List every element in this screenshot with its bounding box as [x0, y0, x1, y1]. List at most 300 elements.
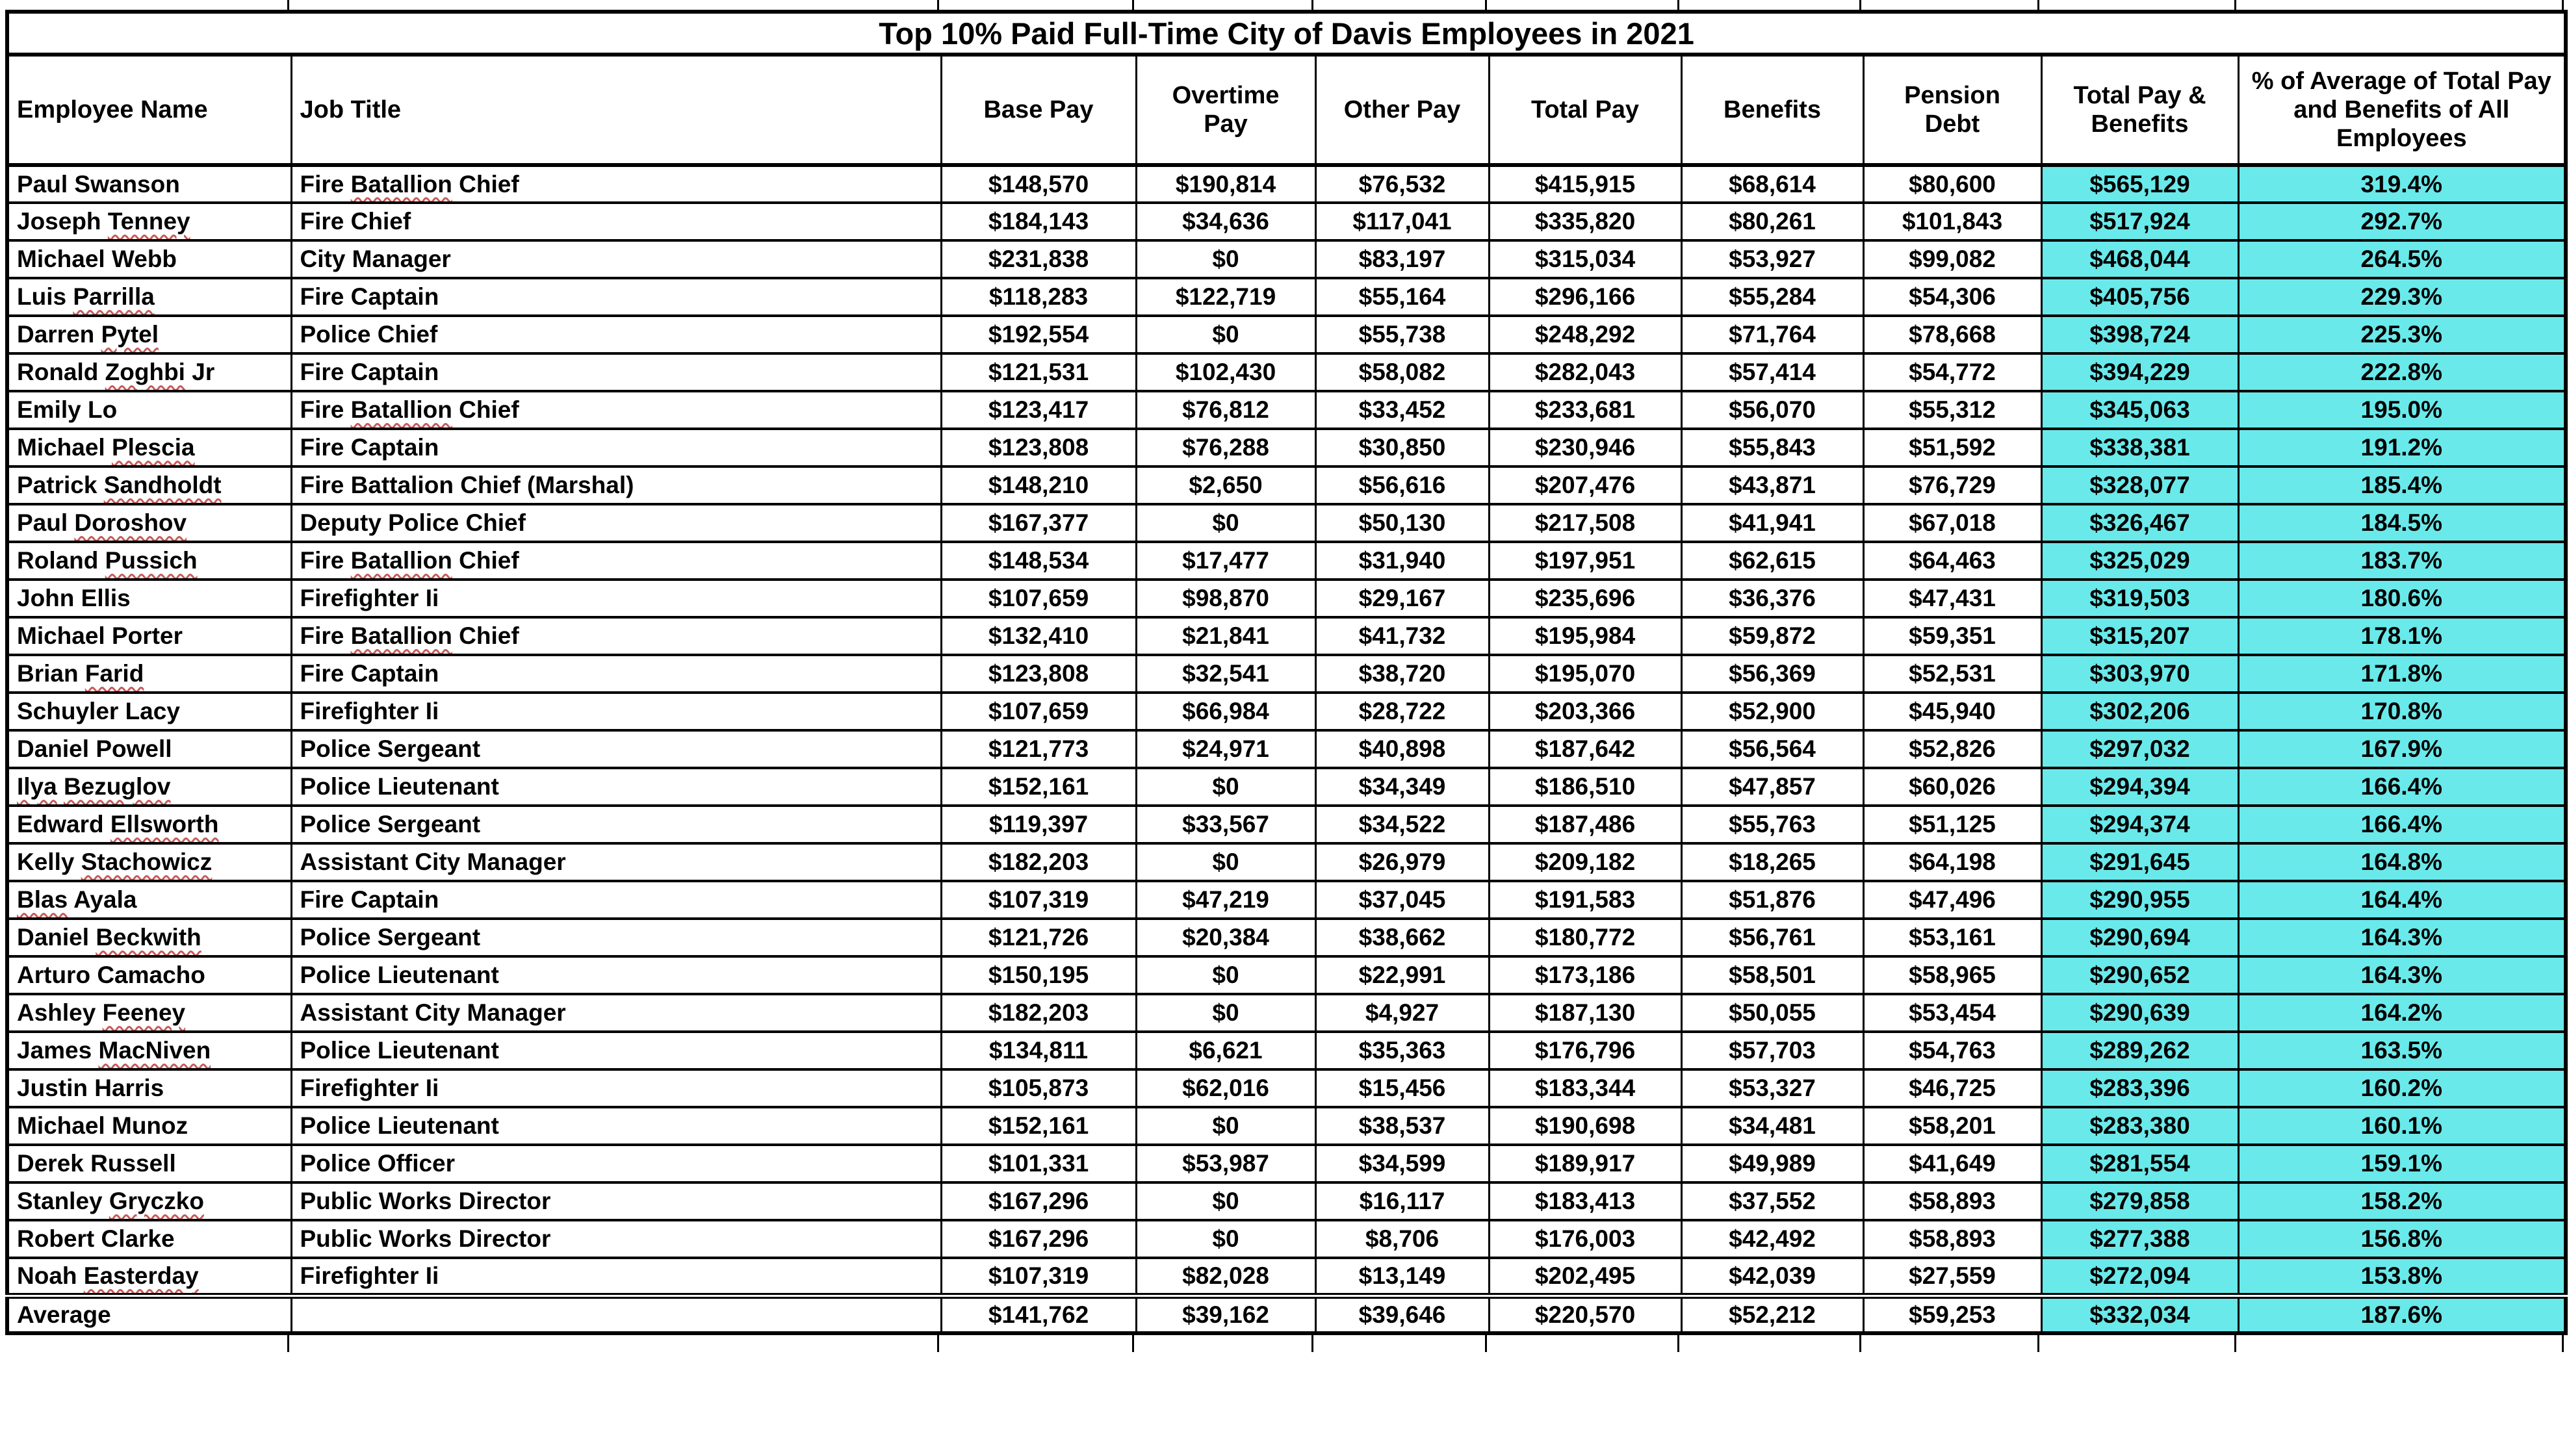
cell-benefits[interactable]: $43,871	[1681, 466, 1863, 504]
cell-job-title[interactable]: Fire Battalion Chief (Marshal)	[291, 466, 941, 504]
cell-pension-debt[interactable]: $58,201	[1863, 1107, 2041, 1145]
cell-employee-name[interactable]: Schuyler Lacy	[7, 693, 291, 730]
cell-overtime-pay[interactable]: $62,016	[1136, 1069, 1315, 1107]
cell-total-pay[interactable]: $195,984	[1489, 617, 1681, 655]
cell-job-title[interactable]: Police Sergeant	[291, 806, 941, 843]
cell-pct-of-average[interactable]: 319.4%	[2238, 165, 2566, 203]
col-header-base-pay[interactable]: Base Pay	[941, 55, 1136, 165]
cell-other-pay[interactable]: $56,616	[1315, 466, 1489, 504]
cell-overtime-pay[interactable]: $39,162	[1136, 1296, 1315, 1333]
cell-other-pay[interactable]: $34,522	[1315, 806, 1489, 843]
cell-overtime-pay[interactable]: $0	[1136, 994, 1315, 1032]
cell-total-pay[interactable]: $335,820	[1489, 203, 1681, 240]
cell-pct-of-average[interactable]: 160.2%	[2238, 1069, 2566, 1107]
cell-pension-debt[interactable]: $54,306	[1863, 278, 2041, 316]
cell-base-pay[interactable]: $121,773	[941, 730, 1136, 768]
col-header-total-pay-and-benefits[interactable]: Total Pay & Benefits	[2041, 55, 2238, 165]
cell-job-title[interactable]: Police Sergeant	[291, 730, 941, 768]
cell-total-pay-and-benefits[interactable]: $315,207	[2041, 617, 2238, 655]
cell-base-pay[interactable]: $167,296	[941, 1182, 1136, 1220]
cell-other-pay[interactable]: $58,082	[1315, 353, 1489, 391]
cell-employee-name[interactable]: Emily Lo	[7, 391, 291, 429]
cell-pension-debt[interactable]: $51,125	[1863, 806, 2041, 843]
cell-total-pay[interactable]: $233,681	[1489, 391, 1681, 429]
cell-pension-debt[interactable]: $99,082	[1863, 240, 2041, 278]
cell-job-title[interactable]: Police Lieutenant	[291, 768, 941, 806]
cell-overtime-pay[interactable]: $122,719	[1136, 278, 1315, 316]
cell-other-pay[interactable]: $35,363	[1315, 1032, 1489, 1069]
cell-total-pay[interactable]: $189,917	[1489, 1145, 1681, 1182]
cell-total-pay-and-benefits[interactable]: $325,029	[2041, 542, 2238, 580]
cell-benefits[interactable]: $59,872	[1681, 617, 1863, 655]
cell-overtime-pay[interactable]: $6,621	[1136, 1032, 1315, 1069]
cell-pct-of-average[interactable]: 170.8%	[2238, 693, 2566, 730]
cell-benefits[interactable]: $37,552	[1681, 1182, 1863, 1220]
cell-employee-name[interactable]: Paul Doroshov	[7, 504, 291, 542]
cell-benefits[interactable]: $42,039	[1681, 1258, 1863, 1296]
cell-overtime-pay[interactable]: $20,384	[1136, 919, 1315, 956]
cell-pct-of-average[interactable]: 171.8%	[2238, 655, 2566, 693]
cell-pension-debt[interactable]: $59,253	[1863, 1296, 2041, 1333]
cell-total-pay[interactable]: $195,070	[1489, 655, 1681, 693]
cell-benefits[interactable]: $55,763	[1681, 806, 1863, 843]
cell-total-pay-and-benefits[interactable]: $302,206	[2041, 693, 2238, 730]
cell-total-pay-and-benefits[interactable]: $290,955	[2041, 881, 2238, 919]
cell-overtime-pay[interactable]: $24,971	[1136, 730, 1315, 768]
cell-job-title[interactable]: Firefighter Ii	[291, 1069, 941, 1107]
cell-employee-name[interactable]: Michael Plescia	[7, 429, 291, 466]
cell-pct-of-average[interactable]: 164.4%	[2238, 881, 2566, 919]
cell-other-pay[interactable]: $34,599	[1315, 1145, 1489, 1182]
cell-total-pay-and-benefits[interactable]: $289,262	[2041, 1032, 2238, 1069]
cell-overtime-pay[interactable]: $32,541	[1136, 655, 1315, 693]
cell-job-title[interactable]: Fire Chief	[291, 203, 941, 240]
cell-other-pay[interactable]: $39,646	[1315, 1296, 1489, 1333]
cell-base-pay[interactable]: $167,296	[941, 1220, 1136, 1258]
cell-other-pay[interactable]: $34,349	[1315, 768, 1489, 806]
cell-total-pay[interactable]: $296,166	[1489, 278, 1681, 316]
cell-other-pay[interactable]: $33,452	[1315, 391, 1489, 429]
cell-employee-name[interactable]: John Ellis	[7, 580, 291, 617]
cell-total-pay[interactable]: $176,003	[1489, 1220, 1681, 1258]
cell-pension-debt[interactable]: $27,559	[1863, 1258, 2041, 1296]
cell-total-pay-and-benefits[interactable]: $338,381	[2041, 429, 2238, 466]
cell-pension-debt[interactable]: $52,531	[1863, 655, 2041, 693]
cell-pension-debt[interactable]: $47,431	[1863, 580, 2041, 617]
cell-total-pay[interactable]: $187,642	[1489, 730, 1681, 768]
cell-total-pay-and-benefits[interactable]: $326,467	[2041, 504, 2238, 542]
cell-overtime-pay[interactable]: $0	[1136, 1220, 1315, 1258]
cell-pension-debt[interactable]: $51,592	[1863, 429, 2041, 466]
cell-base-pay[interactable]: $107,659	[941, 693, 1136, 730]
cell-employee-name[interactable]: Noah Easterday	[7, 1258, 291, 1296]
cell-overtime-pay[interactable]: $17,477	[1136, 542, 1315, 580]
cell-overtime-pay[interactable]: $190,814	[1136, 165, 1315, 203]
cell-employee-name[interactable]: Brian Farid	[7, 655, 291, 693]
cell-overtime-pay[interactable]: $102,430	[1136, 353, 1315, 391]
cell-base-pay[interactable]: $118,283	[941, 278, 1136, 316]
cell-overtime-pay[interactable]: $82,028	[1136, 1258, 1315, 1296]
cell-job-title[interactable]: Fire Batallion Chief	[291, 617, 941, 655]
cell-total-pay-and-benefits[interactable]: $517,924	[2041, 203, 2238, 240]
cell-pension-debt[interactable]: $64,198	[1863, 843, 2041, 881]
cell-benefits[interactable]: $41,941	[1681, 504, 1863, 542]
cell-base-pay[interactable]: $132,410	[941, 617, 1136, 655]
cell-job-title[interactable]: Firefighter Ii	[291, 1258, 941, 1296]
cell-other-pay[interactable]: $117,041	[1315, 203, 1489, 240]
cell-employee-name[interactable]: Justin Harris	[7, 1069, 291, 1107]
cell-base-pay[interactable]: $182,203	[941, 994, 1136, 1032]
cell-base-pay[interactable]: $192,554	[941, 316, 1136, 353]
cell-total-pay-and-benefits[interactable]: $291,645	[2041, 843, 2238, 881]
cell-pension-debt[interactable]: $52,826	[1863, 730, 2041, 768]
cell-pension-debt[interactable]: $53,161	[1863, 919, 2041, 956]
cell-pension-debt[interactable]: $41,649	[1863, 1145, 2041, 1182]
cell-total-pay[interactable]: $187,486	[1489, 806, 1681, 843]
cell-total-pay[interactable]: $190,698	[1489, 1107, 1681, 1145]
cell-base-pay[interactable]: $121,726	[941, 919, 1136, 956]
cell-benefits[interactable]: $36,376	[1681, 580, 1863, 617]
cell-total-pay-and-benefits[interactable]: $405,756	[2041, 278, 2238, 316]
cell-job-title[interactable]: Fire Captain	[291, 655, 941, 693]
cell-other-pay[interactable]: $38,537	[1315, 1107, 1489, 1145]
cell-overtime-pay[interactable]: $34,636	[1136, 203, 1315, 240]
cell-pension-debt[interactable]: $101,843	[1863, 203, 2041, 240]
cell-total-pay[interactable]: $203,366	[1489, 693, 1681, 730]
cell-overtime-pay[interactable]: $98,870	[1136, 580, 1315, 617]
cell-base-pay[interactable]: $148,570	[941, 165, 1136, 203]
cell-pension-debt[interactable]: $58,893	[1863, 1182, 2041, 1220]
cell-other-pay[interactable]: $55,164	[1315, 278, 1489, 316]
cell-benefits[interactable]: $18,265	[1681, 843, 1863, 881]
cell-total-pay-and-benefits[interactable]: $281,554	[2041, 1145, 2238, 1182]
cell-job-title[interactable]: Police Chief	[291, 316, 941, 353]
col-header-pct-of-average[interactable]: % of Average of Total Pay and Benefits of All Employees	[2238, 55, 2566, 165]
cell-total-pay[interactable]: $230,946	[1489, 429, 1681, 466]
cell-job-title[interactable]: Fire Captain	[291, 881, 941, 919]
cell-pct-of-average[interactable]: 180.6%	[2238, 580, 2566, 617]
cell-total-pay-and-benefits[interactable]: $394,229	[2041, 353, 2238, 391]
cell-benefits[interactable]: $58,501	[1681, 956, 1863, 994]
cell-employee-name[interactable]: Darren Pytel	[7, 316, 291, 353]
cell-total-pay[interactable]: $235,696	[1489, 580, 1681, 617]
cell-pct-of-average[interactable]: 167.9%	[2238, 730, 2566, 768]
col-header-total-pay[interactable]: Total Pay	[1489, 55, 1681, 165]
cell-benefits[interactable]: $42,492	[1681, 1220, 1863, 1258]
cell-overtime-pay[interactable]: $47,219	[1136, 881, 1315, 919]
cell-base-pay[interactable]: $141,762	[941, 1296, 1136, 1333]
cell-pct-of-average[interactable]: 158.2%	[2238, 1182, 2566, 1220]
cell-total-pay[interactable]: $183,413	[1489, 1182, 1681, 1220]
cell-benefits[interactable]: $50,055	[1681, 994, 1863, 1032]
cell-benefits[interactable]: $53,327	[1681, 1069, 1863, 1107]
cell-total-pay[interactable]: $282,043	[1489, 353, 1681, 391]
cell-base-pay[interactable]: $123,808	[941, 429, 1136, 466]
cell-total-pay-and-benefits[interactable]: $319,503	[2041, 580, 2238, 617]
cell-pct-of-average[interactable]: 222.8%	[2238, 353, 2566, 391]
cell-overtime-pay[interactable]: $0	[1136, 1107, 1315, 1145]
cell-total-pay-and-benefits[interactable]: $294,374	[2041, 806, 2238, 843]
cell-employee-name[interactable]: Blas Ayala	[7, 881, 291, 919]
cell-benefits[interactable]: $57,414	[1681, 353, 1863, 391]
cell-other-pay[interactable]: $55,738	[1315, 316, 1489, 353]
col-header-job-title[interactable]: Job Title	[291, 55, 941, 165]
cell-other-pay[interactable]: $22,991	[1315, 956, 1489, 994]
cell-overtime-pay[interactable]: $33,567	[1136, 806, 1315, 843]
cell-pct-of-average[interactable]: 184.5%	[2238, 504, 2566, 542]
cell-pct-of-average[interactable]: 195.0%	[2238, 391, 2566, 429]
cell-other-pay[interactable]: $30,850	[1315, 429, 1489, 466]
cell-employee-name[interactable]: Arturo Camacho	[7, 956, 291, 994]
cell-pension-debt[interactable]: $54,763	[1863, 1032, 2041, 1069]
cell-employee-name[interactable]: Michael Porter	[7, 617, 291, 655]
cell-overtime-pay[interactable]: $66,984	[1136, 693, 1315, 730]
cell-total-pay[interactable]: $176,796	[1489, 1032, 1681, 1069]
cell-employee-name[interactable]: Roland Pussich	[7, 542, 291, 580]
cell-base-pay[interactable]: $148,210	[941, 466, 1136, 504]
cell-total-pay[interactable]: $248,292	[1489, 316, 1681, 353]
cell-pct-of-average[interactable]: 160.1%	[2238, 1107, 2566, 1145]
cell-total-pay[interactable]: $191,583	[1489, 881, 1681, 919]
cell-job-title[interactable]: Fire Captain	[291, 353, 941, 391]
cell-pct-of-average[interactable]: 183.7%	[2238, 542, 2566, 580]
cell-employee-name[interactable]: James MacNiven	[7, 1032, 291, 1069]
cell-overtime-pay[interactable]: $0	[1136, 1182, 1315, 1220]
cell-pct-of-average[interactable]: 164.2%	[2238, 994, 2566, 1032]
cell-base-pay[interactable]: $119,397	[941, 806, 1136, 843]
cell-pension-debt[interactable]: $55,312	[1863, 391, 2041, 429]
col-header-pension-debt[interactable]: Pension Debt	[1863, 55, 2041, 165]
cell-other-pay[interactable]: $38,720	[1315, 655, 1489, 693]
cell-total-pay-and-benefits[interactable]: $303,970	[2041, 655, 2238, 693]
cell-overtime-pay[interactable]: $53,987	[1136, 1145, 1315, 1182]
cell-total-pay-and-benefits[interactable]: $332,034	[2041, 1296, 2238, 1333]
cell-total-pay[interactable]: $315,034	[1489, 240, 1681, 278]
cell-other-pay[interactable]: $50,130	[1315, 504, 1489, 542]
cell-pension-debt[interactable]: $54,772	[1863, 353, 2041, 391]
cell-job-title[interactable]: City Manager	[291, 240, 941, 278]
cell-other-pay[interactable]: $76,532	[1315, 165, 1489, 203]
cell-base-pay[interactable]: $184,143	[941, 203, 1136, 240]
cell-other-pay[interactable]: $83,197	[1315, 240, 1489, 278]
cell-pct-of-average[interactable]: 191.2%	[2238, 429, 2566, 466]
cell-benefits[interactable]: $71,764	[1681, 316, 1863, 353]
cell-job-title[interactable]: Police Lieutenant	[291, 1107, 941, 1145]
cell-employee-name[interactable]: Luis Parrilla	[7, 278, 291, 316]
cell-base-pay[interactable]: $152,161	[941, 1107, 1136, 1145]
cell-overtime-pay[interactable]: $76,288	[1136, 429, 1315, 466]
cell-benefits[interactable]: $51,876	[1681, 881, 1863, 919]
cell-benefits[interactable]: $52,212	[1681, 1296, 1863, 1333]
cell-base-pay[interactable]: $152,161	[941, 768, 1136, 806]
cell-employee-name[interactable]: Kelly Stachowicz	[7, 843, 291, 881]
cell-benefits[interactable]: $34,481	[1681, 1107, 1863, 1145]
cell-total-pay-and-benefits[interactable]: $297,032	[2041, 730, 2238, 768]
cell-benefits[interactable]: $55,843	[1681, 429, 1863, 466]
cell-other-pay[interactable]: $13,149	[1315, 1258, 1489, 1296]
col-header-overtime-pay[interactable]: Overtime Pay	[1136, 55, 1315, 165]
cell-employee-name[interactable]: Average	[7, 1296, 291, 1333]
cell-other-pay[interactable]: $29,167	[1315, 580, 1489, 617]
cell-total-pay-and-benefits[interactable]: $565,129	[2041, 165, 2238, 203]
cell-pension-debt[interactable]: $58,893	[1863, 1220, 2041, 1258]
cell-job-title[interactable]: Public Works Director	[291, 1220, 941, 1258]
cell-base-pay[interactable]: $107,659	[941, 580, 1136, 617]
cell-pct-of-average[interactable]: 292.7%	[2238, 203, 2566, 240]
cell-pension-debt[interactable]: $60,026	[1863, 768, 2041, 806]
cell-employee-name[interactable]: Ashley Feeney	[7, 994, 291, 1032]
cell-pension-debt[interactable]: $58,965	[1863, 956, 2041, 994]
cell-pension-debt[interactable]: $64,463	[1863, 542, 2041, 580]
cell-overtime-pay[interactable]: $0	[1136, 504, 1315, 542]
cell-job-title[interactable]: Fire Captain	[291, 278, 941, 316]
cell-employee-name[interactable]: Daniel Beckwith	[7, 919, 291, 956]
cell-total-pay[interactable]: $220,570	[1489, 1296, 1681, 1333]
cell-benefits[interactable]: $56,761	[1681, 919, 1863, 956]
cell-benefits[interactable]: $52,900	[1681, 693, 1863, 730]
cell-pct-of-average[interactable]: 264.5%	[2238, 240, 2566, 278]
cell-pct-of-average[interactable]: 163.5%	[2238, 1032, 2566, 1069]
cell-base-pay[interactable]: $107,319	[941, 881, 1136, 919]
cell-overtime-pay[interactable]: $0	[1136, 240, 1315, 278]
cell-total-pay[interactable]: $173,186	[1489, 956, 1681, 994]
cell-employee-name[interactable]: Derek Russell	[7, 1145, 291, 1182]
cell-total-pay[interactable]: $187,130	[1489, 994, 1681, 1032]
col-header-other-pay[interactable]: Other Pay	[1315, 55, 1489, 165]
cell-base-pay[interactable]: $182,203	[941, 843, 1136, 881]
cell-base-pay[interactable]: $107,319	[941, 1258, 1136, 1296]
cell-base-pay[interactable]: $101,331	[941, 1145, 1136, 1182]
cell-total-pay-and-benefits[interactable]: $277,388	[2041, 1220, 2238, 1258]
cell-other-pay[interactable]: $16,117	[1315, 1182, 1489, 1220]
cell-other-pay[interactable]: $38,662	[1315, 919, 1489, 956]
cell-job-title[interactable]: Fire Batallion Chief	[291, 542, 941, 580]
cell-employee-name[interactable]: Stanley Gryczko	[7, 1182, 291, 1220]
cell-total-pay[interactable]: $183,344	[1489, 1069, 1681, 1107]
cell-pct-of-average[interactable]: 153.8%	[2238, 1258, 2566, 1296]
cell-pension-debt[interactable]: $67,018	[1863, 504, 2041, 542]
cell-job-title[interactable]: Firefighter Ii	[291, 693, 941, 730]
cell-pension-debt[interactable]: $76,729	[1863, 466, 2041, 504]
cell-other-pay[interactable]: $15,456	[1315, 1069, 1489, 1107]
cell-benefits[interactable]: $80,261	[1681, 203, 1863, 240]
cell-total-pay-and-benefits[interactable]: $290,639	[2041, 994, 2238, 1032]
cell-pct-of-average[interactable]: 164.3%	[2238, 919, 2566, 956]
table-title[interactable]: Top 10% Paid Full-Time City of Davis Employees in 2021	[7, 12, 2566, 55]
cell-benefits[interactable]: $47,857	[1681, 768, 1863, 806]
cell-pct-of-average[interactable]: 164.3%	[2238, 956, 2566, 994]
cell-base-pay[interactable]: $231,838	[941, 240, 1136, 278]
cell-total-pay[interactable]: $209,182	[1489, 843, 1681, 881]
cell-job-title[interactable]: Deputy Police Chief	[291, 504, 941, 542]
cell-total-pay[interactable]: $180,772	[1489, 919, 1681, 956]
cell-pension-debt[interactable]: $45,940	[1863, 693, 2041, 730]
cell-pct-of-average[interactable]: 159.1%	[2238, 1145, 2566, 1182]
cell-other-pay[interactable]: $26,979	[1315, 843, 1489, 881]
cell-benefits[interactable]: $53,927	[1681, 240, 1863, 278]
cell-other-pay[interactable]: $4,927	[1315, 994, 1489, 1032]
cell-other-pay[interactable]: $31,940	[1315, 542, 1489, 580]
cell-total-pay-and-benefits[interactable]: $272,094	[2041, 1258, 2238, 1296]
cell-job-title[interactable]: Fire Captain	[291, 429, 941, 466]
cell-benefits[interactable]: $55,284	[1681, 278, 1863, 316]
cell-base-pay[interactable]: $167,377	[941, 504, 1136, 542]
cell-pct-of-average[interactable]: 178.1%	[2238, 617, 2566, 655]
cell-total-pay-and-benefits[interactable]: $290,694	[2041, 919, 2238, 956]
cell-job-title[interactable]: Police Officer	[291, 1145, 941, 1182]
cell-overtime-pay[interactable]: $0	[1136, 843, 1315, 881]
cell-total-pay-and-benefits[interactable]: $279,858	[2041, 1182, 2238, 1220]
cell-pct-of-average[interactable]: 187.6%	[2238, 1296, 2566, 1333]
cell-job-title[interactable]: Police Sergeant	[291, 919, 941, 956]
cell-total-pay-and-benefits[interactable]: $345,063	[2041, 391, 2238, 429]
cell-total-pay[interactable]: $415,915	[1489, 165, 1681, 203]
cell-base-pay[interactable]: $105,873	[941, 1069, 1136, 1107]
cell-base-pay[interactable]: $134,811	[941, 1032, 1136, 1069]
cell-benefits[interactable]: $49,989	[1681, 1145, 1863, 1182]
cell-job-title[interactable]: Assistant City Manager	[291, 994, 941, 1032]
cell-employee-name[interactable]: Robert Clarke	[7, 1220, 291, 1258]
cell-total-pay-and-benefits[interactable]: $398,724	[2041, 316, 2238, 353]
cell-pension-debt[interactable]: $80,600	[1863, 165, 2041, 203]
col-header-benefits[interactable]: Benefits	[1681, 55, 1863, 165]
cell-employee-name[interactable]: Michael Webb	[7, 240, 291, 278]
cell-total-pay-and-benefits[interactable]: $290,652	[2041, 956, 2238, 994]
cell-total-pay[interactable]: $197,951	[1489, 542, 1681, 580]
cell-employee-name[interactable]: Michael Munoz	[7, 1107, 291, 1145]
col-header-employee-name[interactable]: Employee Name	[7, 55, 291, 165]
cell-other-pay[interactable]: $8,706	[1315, 1220, 1489, 1258]
cell-employee-name[interactable]: Paul Swanson	[7, 165, 291, 203]
cell-pension-debt[interactable]: $47,496	[1863, 881, 2041, 919]
cell-base-pay[interactable]: $123,417	[941, 391, 1136, 429]
cell-other-pay[interactable]: $40,898	[1315, 730, 1489, 768]
cell-job-title[interactable]: Assistant City Manager	[291, 843, 941, 881]
cell-total-pay-and-benefits[interactable]: $294,394	[2041, 768, 2238, 806]
cell-pension-debt[interactable]: $78,668	[1863, 316, 2041, 353]
cell-base-pay[interactable]: $150,195	[941, 956, 1136, 994]
cell-total-pay[interactable]: $186,510	[1489, 768, 1681, 806]
cell-benefits[interactable]: $57,703	[1681, 1032, 1863, 1069]
cell-total-pay-and-benefits[interactable]: $283,380	[2041, 1107, 2238, 1145]
cell-overtime-pay[interactable]: $0	[1136, 768, 1315, 806]
cell-other-pay[interactable]: $28,722	[1315, 693, 1489, 730]
cell-job-title[interactable]: Police Lieutenant	[291, 956, 941, 994]
cell-benefits[interactable]: $68,614	[1681, 165, 1863, 203]
cell-other-pay[interactable]: $41,732	[1315, 617, 1489, 655]
cell-employee-name[interactable]: Daniel Powell	[7, 730, 291, 768]
cell-employee-name[interactable]: Patrick Sandholdt	[7, 466, 291, 504]
cell-base-pay[interactable]: $123,808	[941, 655, 1136, 693]
cell-pension-debt[interactable]: $46,725	[1863, 1069, 2041, 1107]
cell-other-pay[interactable]: $37,045	[1315, 881, 1489, 919]
cell-job-title[interactable]: Public Works Director	[291, 1182, 941, 1220]
cell-pct-of-average[interactable]: 185.4%	[2238, 466, 2566, 504]
cell-benefits[interactable]: $56,070	[1681, 391, 1863, 429]
cell-pct-of-average[interactable]: 166.4%	[2238, 806, 2566, 843]
cell-total-pay[interactable]: $207,476	[1489, 466, 1681, 504]
cell-job-title[interactable]	[291, 1296, 941, 1333]
cell-job-title[interactable]: Firefighter Ii	[291, 580, 941, 617]
cell-benefits[interactable]: $56,564	[1681, 730, 1863, 768]
cell-overtime-pay[interactable]: $21,841	[1136, 617, 1315, 655]
cell-pct-of-average[interactable]: 166.4%	[2238, 768, 2566, 806]
cell-employee-name[interactable]: Edward Ellsworth	[7, 806, 291, 843]
cell-benefits[interactable]: $56,369	[1681, 655, 1863, 693]
cell-job-title[interactable]: Police Lieutenant	[291, 1032, 941, 1069]
cell-total-pay[interactable]: $217,508	[1489, 504, 1681, 542]
cell-total-pay-and-benefits[interactable]: $468,044	[2041, 240, 2238, 278]
